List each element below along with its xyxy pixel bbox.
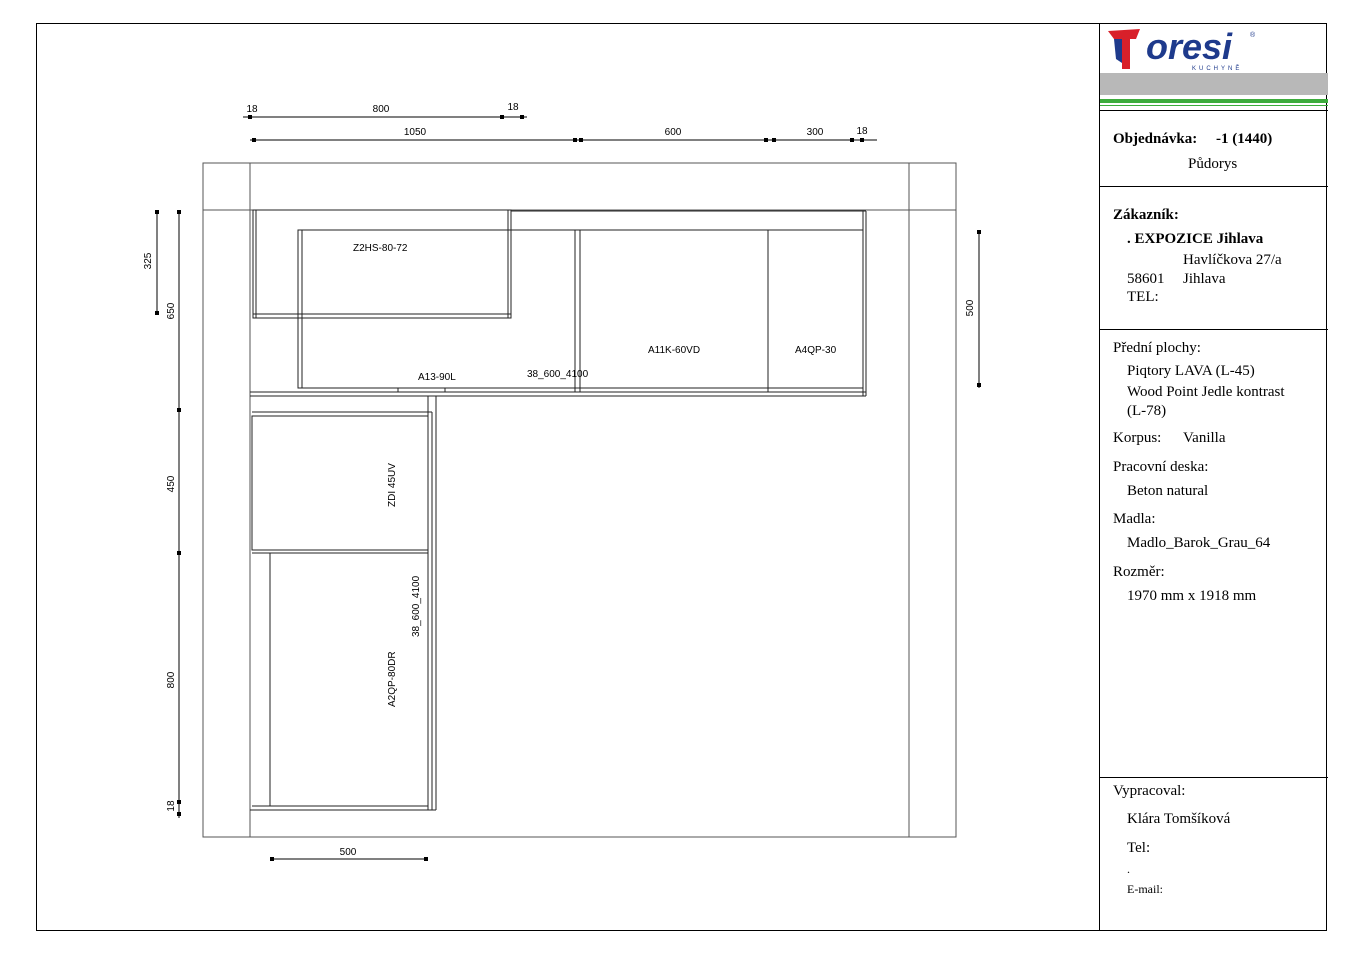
customer-name: . EXPOZICE Jihlava [1127,231,1264,247]
worktop-label: Pracovní deska: [1113,459,1209,475]
customer-city: Jihlava [1183,271,1226,287]
size-value: 1970 mm x 1918 mm [1127,588,1257,604]
logo-sub: KUCHYNĚ [1192,66,1243,72]
author-email: E-mail: [1127,882,1163,896]
dim-left-650: 650 [166,302,177,320]
customer-section [1100,187,1328,330]
worktop-value: Beton natural [1127,483,1209,499]
label-worktop-top: 38_600_4100 [527,369,589,380]
label-a2qp: A2QP-80DR [387,651,398,707]
order-value: -1 (1440) [1216,131,1273,147]
customer-street: Havlíčkova 27/a [1183,252,1282,268]
dim-top-800: 800 [372,104,390,115]
label-z2hs: Z2HS-80-72 [353,243,408,254]
order-label: Objednávka: [1113,131,1198,147]
customer-label: Zákazník: [1113,207,1179,223]
dim-left-800: 800 [166,671,177,689]
title-block [1099,23,1327,931]
author-label: Vypracoval: [1113,783,1186,799]
order-view: Půdorys [1188,156,1238,172]
dim-bottom-500: 500 [339,847,357,858]
corpus-label: Korpus: [1113,430,1162,446]
dim-top-600: 600 [664,127,682,138]
fronts-line1: Piqtory LAVA (L-45) [1127,363,1255,379]
dim-top-300: 300 [806,127,824,138]
logo-section [1100,23,1328,111]
dim-right-500: 500 [965,299,976,317]
dim-top-18b: 18 [507,102,519,113]
author-tel: Tel: [1127,840,1151,856]
logo-bar-green [1100,99,1328,103]
author-section [1100,778,1328,931]
author-dot: . [1127,862,1130,876]
corpus-value: Vanilla [1183,430,1226,446]
logo-bar-green-thin [1100,105,1328,106]
label-a11k: A11K-60VD [648,345,701,356]
handles-label: Madla: [1113,511,1156,527]
specs-section [1100,330,1328,778]
author-name: Klára Tomšíková [1127,811,1231,827]
fronts-line2: Wood Point Jedle kontrast [1127,384,1285,400]
order-section [1100,111,1328,187]
fronts-label: Přední plochy: [1113,340,1201,356]
dim-left-450: 450 [166,475,177,493]
cabinet-zdi-outline [252,416,428,550]
dim-left-18: 18 [166,800,177,812]
logo-reg: ® [1250,32,1256,39]
size-label: Rozměr: [1113,564,1165,580]
dim-top-1050: 1050 [403,127,427,138]
dim-left-325: 325 [143,252,154,270]
cabinet-z2hs-outline [253,210,511,318]
dim-top-18a: 18 [246,104,258,115]
logo-bar-grey [1100,73,1328,95]
label-a4qp: A4QP-30 [795,345,837,356]
oresi-logo [1100,23,1328,73]
fronts-line3: (L-78) [1127,403,1167,419]
label-worktop-left: 38_600_4100 [411,575,422,637]
dim-top-18c: 18 [856,126,868,137]
label-a13: A13-90L [418,372,456,383]
label-zdi: ZDI 45UV [387,463,398,507]
customer-tel: TEL: [1127,289,1159,305]
handles-value: Madlo_Barok_Grau_64 [1127,535,1271,551]
logo-brand: oresi [1146,26,1233,67]
customer-zip: 58601 [1127,271,1165,287]
